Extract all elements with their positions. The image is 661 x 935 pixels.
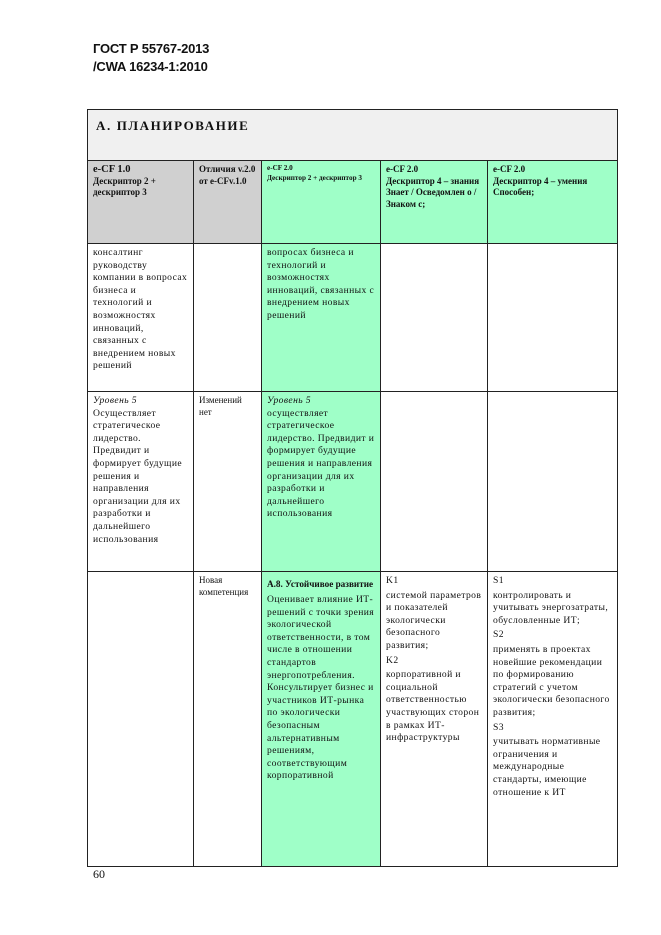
cell-diff: Изменений нет [194, 392, 262, 572]
col-header-ecf2-skills [488, 161, 618, 244]
cell-ecf1-text: консалтинг руководству компании в вопросах бизнеса и технологий и возможностях инноваций, связанных с внедрением новых решений [88, 244, 194, 392]
cell-ecf2-level [262, 392, 381, 572]
skill-label: S2 [493, 629, 504, 641]
section-title: А. ПЛАНИРОВАНИЕ [88, 110, 618, 161]
cell-knowledge [381, 244, 488, 392]
col-header-sub: Дескриптор 2 + дескриптор 3 [267, 173, 362, 182]
skill-text: контролировать и учитывать энергозатраты, обусловленные ИТ; [493, 589, 609, 626]
col-header-title: e-CF 2.0 [493, 164, 526, 174]
col-header-ecf2-knowledge [381, 161, 488, 244]
col-header-sub: Дескриптор 4 – умения Способен; [493, 175, 588, 197]
col-header-diff: Отличия v.2.0 от e-CFv.1.0 [194, 161, 262, 244]
competence-table [87, 109, 618, 867]
level-text: осуществляет стратегическое лидерство. Предвидит и формирует будущие решения и направления организации для их разработки и дальнейшего использования [267, 407, 375, 520]
cell-ecf1-empty [88, 572, 194, 867]
competence-title: А.8. Устойчивое развитие [267, 579, 374, 589]
skill-label: S1 [493, 575, 504, 586]
knowledge-text: системой параметров и показателей экологически безопасного развития; [386, 589, 482, 651]
document-code-cwa: /CWA 16234-1:2010 [93, 59, 208, 74]
knowledge-text: корпоративной и социальной ответственностью участвующих сторон в рамках ИТ-инфраструктуры [386, 669, 480, 744]
col-header-ecf2-desc23 [262, 161, 381, 244]
header-row [88, 161, 618, 244]
col-header-title: e-CF 2.0 [386, 164, 419, 174]
skill-label: S3 [493, 721, 504, 733]
page-number: 60 [93, 867, 105, 881]
level-label: Уровень 5 [93, 395, 138, 406]
section-row [88, 110, 618, 161]
cell-ecf2-text: вопросах бизнеса и технологий и возможностях инноваций, связанных с внедрением новых решений [262, 244, 381, 392]
cell-ecf1-level [88, 392, 194, 572]
knowledge-label: K2 [386, 654, 399, 666]
skill-text: учитывать нормативные ограничения и международные стандарты, имеющие отношение к ИТ [493, 736, 601, 798]
table-row [88, 572, 618, 867]
skill-text: применять в проектах новейшие рекомендации по формированию стратегий с учетом экологически безопасного развития; [493, 643, 610, 718]
table-row [88, 392, 618, 572]
cell-knowledge [381, 392, 488, 572]
cell-competence [262, 572, 381, 867]
cell-skills [488, 244, 618, 392]
cell-skills [488, 572, 618, 867]
table-row [88, 244, 618, 392]
knowledge-label: K1 [386, 575, 399, 586]
competence-text: Оценивает влияние ИТ-решений с точки зрения экологической ответственности, в том числе в отношении стандартов энергопотребления. Консультирует бизнес и участников ИТ-рынка по экологически безопасным альтернативным решениям, соответствующим корпоративной [267, 594, 375, 782]
cell-skills [488, 392, 618, 572]
cell-diff [194, 244, 262, 392]
col-header-ecf1 [88, 161, 194, 244]
document-code: ГОСТ Р 55767-2013 [93, 41, 210, 56]
cell-diff: Новая компетенция [194, 572, 262, 867]
col-header-title: e-CF 1.0 [93, 164, 131, 175]
col-header-sub: Дескриптор 4 – знания Знает / Осведомлен о / Знаком с; [386, 175, 480, 209]
level-text: Осуществляет стратегическое лидерство. Предвидит и формирует будущие решения и направления организации для их разработки и дальнейшего использования [93, 407, 183, 545]
cell-knowledge [381, 572, 488, 867]
col-header-title: e-CF 2.0 [267, 164, 293, 172]
level-label: Уровень 5 [267, 395, 312, 406]
col-header-sub: Дескриптор 2 + дескриптор 3 [93, 175, 156, 197]
